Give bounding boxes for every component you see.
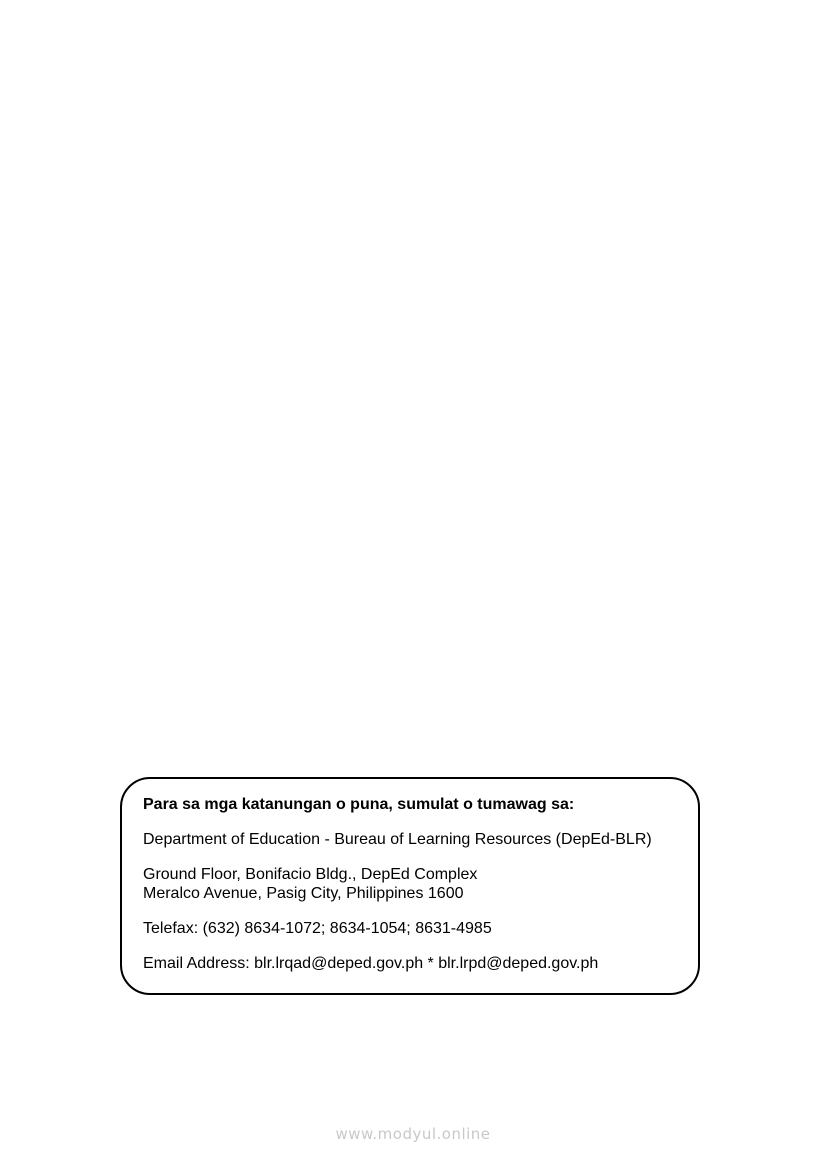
site-watermark: www.modyul.online bbox=[335, 1125, 491, 1143]
contact-heading: Para sa mga katanungan o puna, sumulat o tumawag sa: bbox=[143, 796, 575, 813]
address-line-1: Ground Floor, Bonifacio Bldg., DepEd Complex bbox=[143, 866, 478, 883]
email-address: Email Address: blr.lrqad@deped.gov.ph * blr.lrpd@deped.gov.ph bbox=[143, 955, 599, 972]
postal-address bbox=[143, 865, 678, 903]
address-line-2: Meralco Avenue, Pasig City, Philippines 1600 bbox=[143, 885, 464, 902]
contact-box bbox=[120, 777, 700, 995]
telefax-numbers: Telefax: (632) 8634-1072; 8634-1054; 8631-4985 bbox=[143, 920, 492, 937]
department-name: Department of Education - Bureau of Learning Resources (DepEd-BLR) bbox=[143, 831, 652, 848]
